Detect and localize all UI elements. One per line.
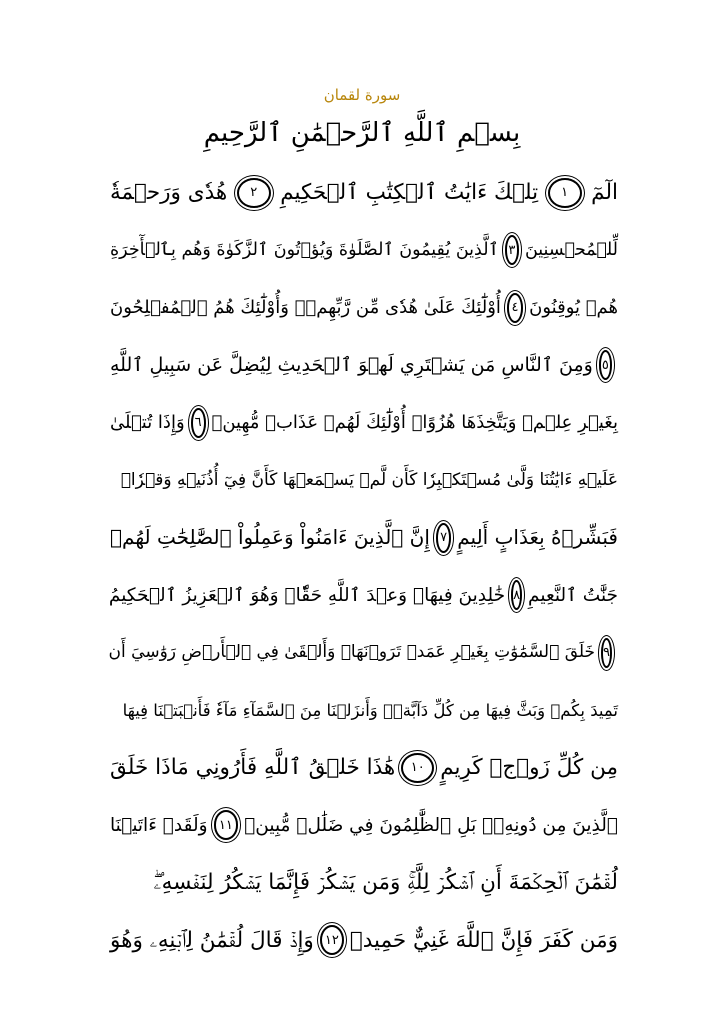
verse-text: لِّلۡمُحۡسِنِينَ	[524, 239, 618, 260]
ayah-number-marker: ٦	[191, 408, 206, 438]
verse-text: وَلَقَدۡ ءَاتَيۡنَا	[110, 814, 208, 836]
verse-line	[110, 624, 618, 682]
verse-lines	[110, 164, 618, 969]
verse-text: بِغَيۡرِ عِلۡمٖ وَيَتَّخِذَهَا هُزُوًاۚ أُوْلَٰٓئِكَ لَهُمۡ عَذَابٞ مُّهِينٞ	[211, 412, 618, 433]
verse-line	[110, 854, 618, 912]
ayah-number-marker: ٧	[436, 523, 451, 553]
verse-text: وَمِنَ ٱلنَّاسِ مَن يَشۡتَرِي لَهۡوَ ٱلۡحَدِيثِ لِيُضِلَّ عَن سَبِيلِ ٱللَّهِ	[110, 353, 593, 376]
verse-text: هَٰذَا خَلۡقُ ٱللَّهِ فَأَرُونِي مَاذَا خَلَقَ	[110, 755, 396, 780]
verse-text: خَلَقَ ٱلسَّمَٰوَٰتِ بِغَيۡرِ عَمَدٖ تَرَوۡنَهَاۖ وَأَلۡقَىٰ فِي ٱلۡأَرۡضِ رَوَٰسِيَ أَن	[108, 642, 596, 662]
verse-text: أُوْلَٰٓئِكَ عَلَىٰ هُدٗى مِّن رَّبِّهِمۡۖ وَأُوْلَٰٓئِكَ هُمُ ٱلۡمُفۡلِحُونَ	[110, 297, 501, 318]
verse-text: إِنَّ ٱلَّذِينَ ءَامَنُواْ وَعَمِلُواْ ٱلصَّٰلِحَٰتِ لَهُمۡ	[110, 525, 430, 549]
verse-text: خَٰلِدِينَ فِيهَاۖ وَعۡدَ ٱللَّهِ حَقّٗاۚ وَهُوَ ٱلۡعَزِيزُ ٱلۡحَكِيمُ	[108, 584, 506, 606]
verse-line	[110, 164, 618, 222]
verse-line	[110, 337, 618, 395]
basmala: بِسۡمِ ٱللَّهِ ٱلرَّحۡمَٰنِ ٱلرَّحِيمِ	[203, 118, 521, 148]
ayah-number-marker: ٨	[511, 580, 522, 610]
verse-line	[110, 797, 618, 855]
verse-line	[110, 452, 618, 510]
verse-text: وَإِذۡ قَالَ لُقۡمَٰنُ لِٱبۡنِهِۦ وَهُوَ	[110, 927, 314, 953]
verse-line	[110, 912, 618, 970]
ayah-number-marker: ١٢	[320, 925, 344, 955]
verse-text: وَمَن كَفَرَ فَإِنَّ ٱللَّهَ غَنِيٌّ حَمِيدٞ	[349, 927, 618, 953]
verse-text: تَمِيدَ بِكُمۡ وَبَثَّ فِيهَا مِن كُلِّ دَآبَّةٖۚ وَأَنزَلۡنَا مِنَ ٱلسَّمَآءِ مَآءٗ فَأَنۢبَتۡنَا فِيهَا	[122, 700, 618, 720]
ayah-number-marker: ٢	[237, 178, 271, 208]
verse-text: تِلۡكَ ءَايَٰتُ ٱلۡكِتَٰبِ ٱلۡحَكِيمِ	[280, 180, 539, 205]
verse-line	[110, 682, 618, 740]
verse-line	[110, 509, 618, 567]
verse-line	[110, 394, 618, 452]
verse-text: هُمۡ يُوقِنُونَ	[529, 297, 618, 318]
ayah-number-marker: ٣	[505, 235, 519, 265]
ayah-number-marker: ١١	[214, 810, 239, 840]
verse-text: لُقۡمَٰنَ ٱلۡحِكۡمَةَ أَنِ ٱشۡكُرۡ لِلَّهِۚ وَمَن يَشۡكُرۡ فَإِنَّمَا يَشۡكُرُ لِنَفۡسِهِۦۖ	[153, 870, 618, 895]
verse-text: فَبَشِّرۡهُ بِعَذَابٍ أَلِيمٍ	[457, 525, 618, 549]
ayah-number-marker: ٤	[507, 293, 523, 323]
ayah-number-marker: ٥	[599, 350, 612, 380]
verse-text: وَإِذَا تُتۡلَىٰ	[110, 412, 185, 433]
ayah-number-marker: ٩	[601, 638, 612, 668]
verse-line	[110, 739, 618, 797]
verse-text: الٓمٓ	[591, 180, 618, 205]
verse-text: ٱلَّذِينَ يُقِيمُونَ ٱلصَّلَوٰةَ وَيُؤۡتُونَ ٱلزَّكَوٰةَ وَهُم بِٱلۡأٓخِرَةِ	[110, 239, 499, 260]
verse-text: هُدٗى وَرَحۡمَةٗ	[110, 180, 228, 205]
verse-line	[110, 279, 618, 337]
verse-text: جَنَّٰتُ ٱلنَّعِيمِ	[528, 584, 618, 606]
verse-text: ٱلَّذِينَ مِن دُونِهِۦۚ بَلِ ٱلظَّٰلِمُونَ فِي ضَلَٰلٖ مُّبِينٖ	[244, 814, 618, 836]
verse-line	[110, 567, 618, 625]
verse-text: مِن كُلِّ زَوۡجٖ كَرِيمٍ	[440, 755, 618, 780]
verse-line	[110, 222, 618, 280]
verse-text: عَلَيۡهِ ءَايَٰتُنَا وَلَّىٰ مُسۡتَكۡبِرٗا كَأَن لَّمۡ يَسۡمَعۡهَا كَأَنَّ فِيٓ أُذُنَيۡهِ وَقۡرٗاۖ	[120, 469, 618, 490]
surah-title: سورة لقمان	[323, 86, 401, 104]
ayah-number-marker: ١٠	[401, 753, 434, 783]
ayah-number-marker: ١	[548, 178, 582, 208]
